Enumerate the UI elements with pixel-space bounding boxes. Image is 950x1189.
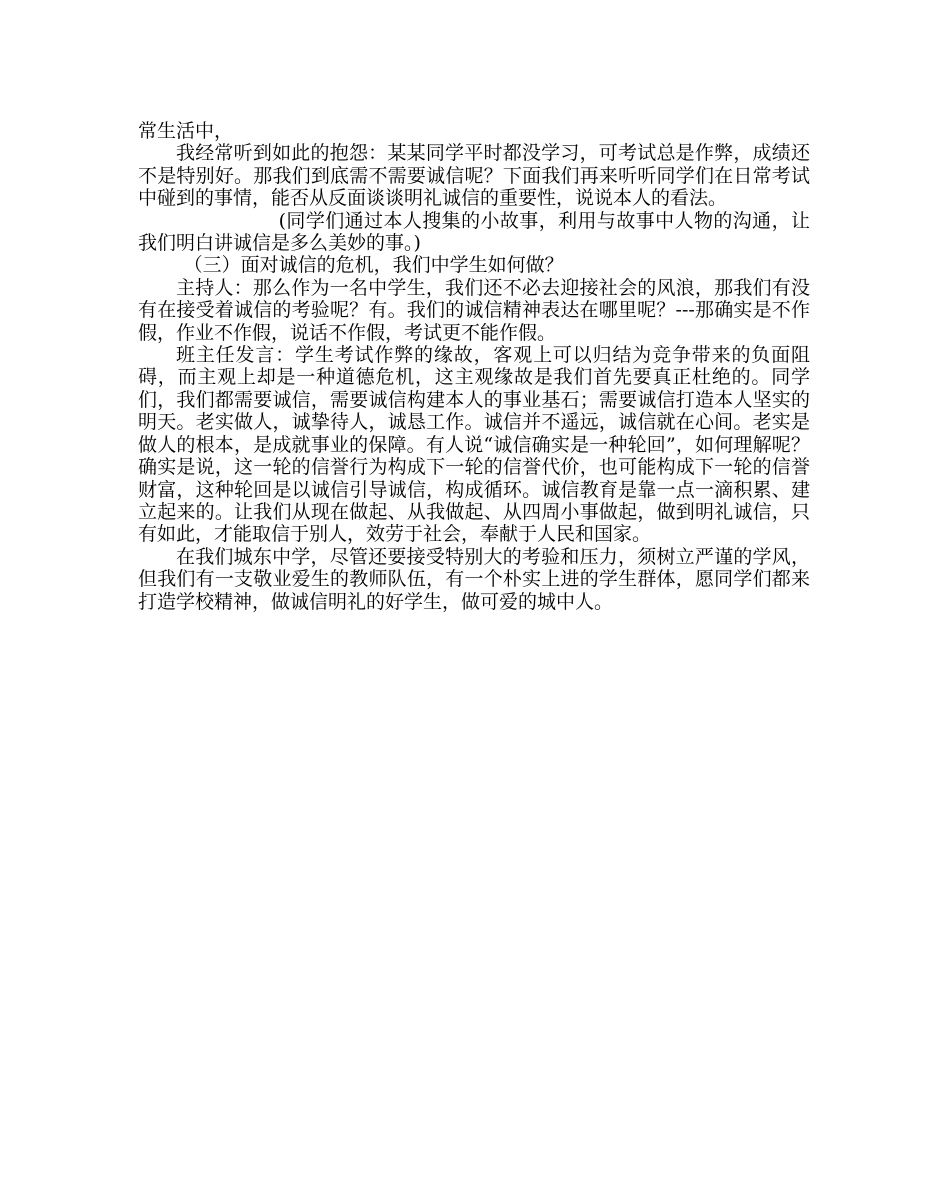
paragraph-conclusion: 在我们城东中学，尽管还要接受特别大的考验和压力，须树立严谨的学风，但我们有一支敬业爱生的教师队伍，有一个朴实上进的学生群体，愿同学们都来打造学校精神，做诚信明礼的好学生，做可爱的城中人。: [138, 545, 810, 613]
section-heading-three: （三）面对诚信的危机，我们中学生如何做？: [183, 254, 564, 277]
paragraph-story-note: (同学们通过本人搜集的小故事，利用与故事中人物的沟通，让我们明白讲诚信是多么美妙的事。): [138, 209, 810, 255]
paragraph-host: 主持人：那么作为一名中学生，我们还不必去迎接社会的风浪，那我们有没有在接受着诚信的考验呢？有。我们的诚信精神表达在哪里呢？---那确实是不作假，作业不作假，说话不作假，考试更不能作假。: [138, 276, 810, 344]
paragraph-complaint: 我经常听到如此的抱怨：某某同学平时都没学习，可考试总是作弊，成绩还不是特别好。那我们到底需不需要诚信呢？下面我们再来听听同学们在日常考试中碰到的事情，能否从反面谈谈明礼诚信的重要性，说说本人的看法。: [138, 142, 810, 210]
paragraph-continuation: 常生活中，: [138, 120, 234, 142]
document-body: [138, 120, 810, 613]
paragraph-teacher-speech: 班主任发言：学生考试作弊的缘故，客观上可以归结为竞争带来的负面阻碍，而主观上却是一种道德危机，这主观缘故是我们首先要真正杜绝的。同学们，我们都需要诚信，需要诚信构建本人的事业基石；需要诚信打造本人坚实的明天。老实做人，诚挚待人，诚恳工作。诚信并不遥远，诚信就在心间。老实是做人的根本，是成就事业的保障。有人说“诚信确实是一种轮回”，如何理解呢？确实是说，这一轮的信誉行为构成下一轮的信誉代价，也可能构成下一轮的信誉财富，这种轮回是以诚信引导诚信，构成循环。诚信教育是靠一点一滴积累、建立起来的。让我们从现在做起、从我做起、从四周小事做起，做到明礼诚信，只有如此，才能取信于别人，效劳于社会，奉献于人民和国家。: [138, 344, 810, 546]
